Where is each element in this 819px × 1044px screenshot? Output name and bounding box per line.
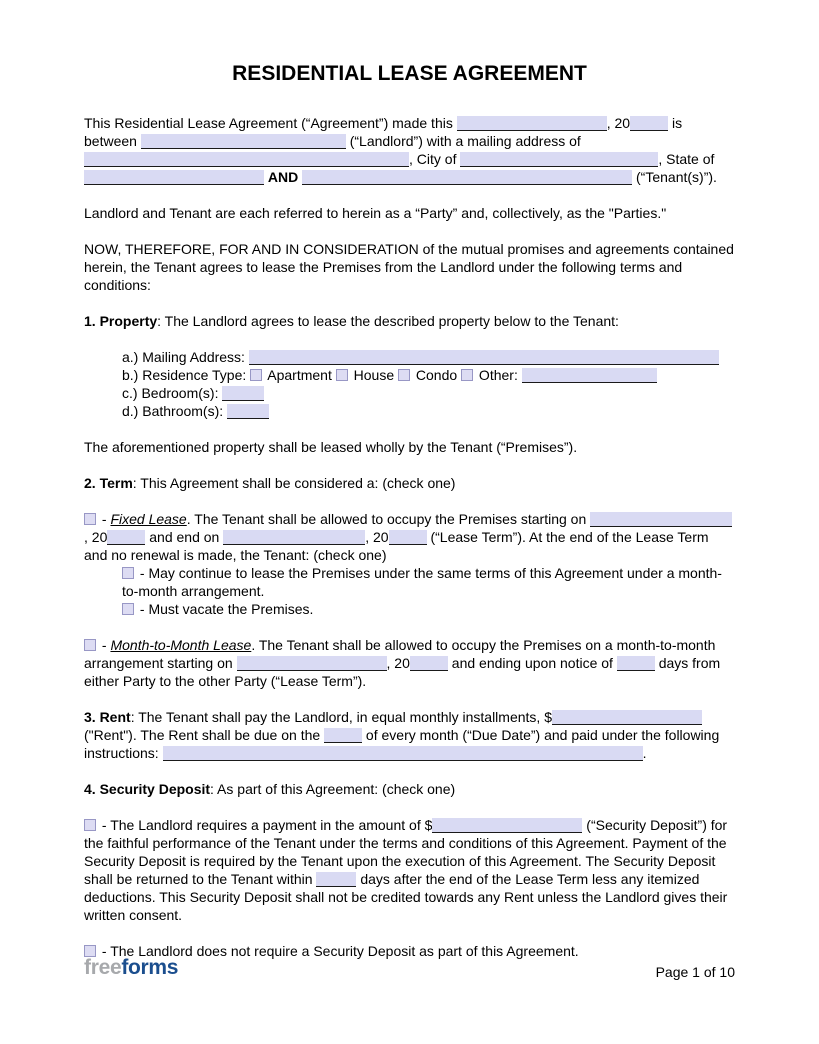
text-run: (“Tenant(s)”). — [632, 169, 717, 185]
premises-paragraph — [84, 438, 735, 456]
fixed-lease-end-date-field[interactable] — [223, 530, 365, 545]
text-run: AND — [267, 169, 299, 185]
text-run: : As part of this Agreement: (check one) — [210, 781, 456, 797]
text-run: - May continue to lease the Premises under the same terms of this Agreement under a month-to-month arrangement. — [122, 565, 722, 599]
mtm-start-date-field[interactable] — [237, 656, 387, 671]
text-run: - The Landlord does not require a Security Deposit as part of this Agreement. — [98, 943, 579, 959]
text-run: - Must vacate the Premises. — [136, 601, 314, 617]
payment-instructions-field[interactable] — [163, 746, 643, 761]
text-run: . The Tenant shall be allowed to occupy the Premises starting on — [186, 511, 591, 527]
residence-type-house-checkbox[interactable] — [336, 369, 348, 381]
fixed-lease-checkbox[interactable] — [84, 513, 96, 525]
intro-paragraph — [84, 114, 735, 186]
rent-section-paragraph — [84, 708, 735, 762]
text-run: NOW, THEREFORE, FOR AND IN CONSIDERATION of the mutual promises and agreements contained herein, the Tenant agrees to lease the Premises from the Landlord under the following terms and conditions: — [84, 241, 734, 293]
residence-type-other-field[interactable] — [522, 368, 657, 383]
text-run: - — [98, 511, 111, 527]
text-run: (“Security Deposit”) for the faithful performance of the Tenant under the terms and conditions of this Agreement. Payment of the Security Deposit is required by the Tenant upon the execution of this Agreement. The Security Deposit shall be returned to the Tenant within — [84, 817, 728, 887]
logo-free-text: free — [84, 956, 122, 979]
property-item-mailing-address — [84, 348, 735, 366]
tenant-name-field[interactable] — [302, 170, 632, 185]
residence-type-other-checkbox[interactable] — [461, 369, 473, 381]
text-run: - — [98, 637, 111, 653]
residence-type-apartment-checkbox[interactable] — [250, 369, 262, 381]
logo-forms-text: forms — [121, 956, 179, 979]
city-field[interactable] — [460, 152, 658, 167]
text-run: - The Landlord requires a payment in the amount of $ — [98, 817, 433, 833]
text-run: days from either Party to the other Party (“Lease Term”). — [84, 655, 721, 689]
text-run: c.) Bedroom(s): — [122, 385, 223, 401]
parties-paragraph — [84, 204, 735, 222]
property-section-heading — [84, 312, 735, 330]
property-item-bedrooms — [84, 384, 735, 402]
text-run: , 20 — [606, 115, 631, 131]
text-run: , 20 — [386, 655, 410, 671]
may-continue-checkbox[interactable] — [122, 567, 134, 579]
security-deposit-section-heading — [84, 780, 735, 798]
month-to-month-lease-option — [84, 636, 735, 690]
text-run: a.) Mailing Address: — [122, 349, 249, 365]
text-run: Landlord and Tenant are each referred to herein as a “Party” and, collectively, as the "Parties." — [84, 205, 667, 221]
text-run: (“Lease Term”). At the end of the Lease Term and no renewal is made, the Tenant: (check one) — [84, 529, 709, 563]
date-day-field[interactable] — [457, 116, 607, 131]
bathrooms-field[interactable] — [227, 404, 269, 419]
residence-type-condo-checkbox[interactable] — [398, 369, 410, 381]
property-item-residence-type — [84, 366, 735, 384]
property-item-bathrooms — [84, 402, 735, 420]
text-run: days after the end of the Lease Term less any itemized deductions. This Security Deposit shall not be credited towards any Rent unless the Landlord gives their written consent. — [84, 871, 728, 923]
security-deposit-required-checkbox[interactable] — [84, 819, 96, 831]
page-number-label: Page 1 of 10 — [655, 964, 735, 980]
text-run: , State of — [658, 151, 715, 167]
freeforms-logo — [84, 956, 178, 980]
text-run: d.) Bathroom(s): — [122, 403, 228, 419]
date-year-field[interactable] — [630, 116, 668, 131]
mtm-start-year-field[interactable] — [410, 656, 448, 671]
fixed-lease-option — [84, 510, 735, 564]
landlord-street-address-field[interactable] — [84, 152, 409, 167]
text-run: : The Landlord agrees to lease the described property below to the Tenant: — [157, 313, 619, 329]
text-run: This Residential Lease Agreement (“Agreement”) made this — [84, 115, 457, 131]
text-run: , 20 — [84, 529, 108, 545]
month-to-month-lease-checkbox[interactable] — [84, 639, 96, 651]
text-run: of every month (“Due Date”) and paid under the following instructions: — [84, 727, 720, 761]
rent-due-day-field[interactable] — [324, 728, 362, 743]
text-run: b.) Residence Type: — [122, 367, 251, 383]
text-run: Apartment — [264, 367, 336, 383]
landlord-name-field[interactable] — [141, 134, 346, 149]
rent-amount-field[interactable] — [552, 710, 702, 725]
page-footer — [84, 956, 735, 980]
mtm-notice-days-field[interactable] — [617, 656, 655, 671]
fixed-lease-renewal-continue-option — [84, 564, 735, 600]
text-run: House — [349, 367, 398, 383]
text-run: . The Tenant shall be allowed to occupy the Premises on a month-to-month arrangement starting on — [84, 637, 716, 671]
text-run: The aforementioned property shall be leased wholly by the Tenant (“Premises”). — [84, 439, 578, 455]
text-run: : This Agreement shall be considered a: (check one) — [132, 475, 456, 491]
state-field[interactable] — [84, 170, 264, 185]
text-run: 1. Property — [84, 313, 158, 329]
bedrooms-field[interactable] — [222, 386, 264, 401]
document-body — [84, 114, 735, 960]
fixed-lease-start-date-field[interactable] — [590, 512, 732, 527]
text-run: ("Rent"). The Rent shall be due on the — [84, 727, 325, 743]
security-deposit-amount-field[interactable] — [432, 818, 582, 833]
text-run: , City of — [409, 151, 461, 167]
must-vacate-checkbox[interactable] — [122, 603, 134, 615]
text-run: (“Landlord”) with a mailing address of — [345, 133, 581, 149]
text-run: Fixed Lease — [110, 511, 187, 527]
text-run: 2. Term — [84, 475, 133, 491]
text-run: Month-to-Month Lease — [110, 637, 252, 653]
security-deposit-required-option — [84, 816, 735, 924]
text-run: and ending upon notice of — [447, 655, 617, 671]
text-run: Condo — [412, 367, 462, 383]
property-mailing-address-field[interactable] — [249, 350, 719, 365]
fixed-lease-start-year-field[interactable] — [107, 530, 145, 545]
text-run: : The Tenant shall pay the Landlord, in equal monthly installments, $ — [130, 709, 552, 725]
fixed-lease-renewal-vacate-option — [84, 600, 735, 618]
text-run: is between — [84, 115, 683, 149]
consideration-paragraph — [84, 240, 735, 294]
document-title: RESIDENTIAL LEASE AGREEMENT — [232, 62, 587, 85]
text-run: , 20 — [365, 529, 389, 545]
text-run: 4. Security Deposit — [84, 781, 211, 797]
text-run: . — [642, 745, 647, 761]
deposit-return-days-field[interactable] — [316, 872, 356, 887]
text-run: Other: — [475, 367, 522, 383]
text-run: and end on — [145, 529, 224, 545]
fixed-lease-end-year-field[interactable] — [389, 530, 427, 545]
text-run: 3. Rent — [84, 709, 131, 725]
term-section-heading — [84, 474, 735, 492]
